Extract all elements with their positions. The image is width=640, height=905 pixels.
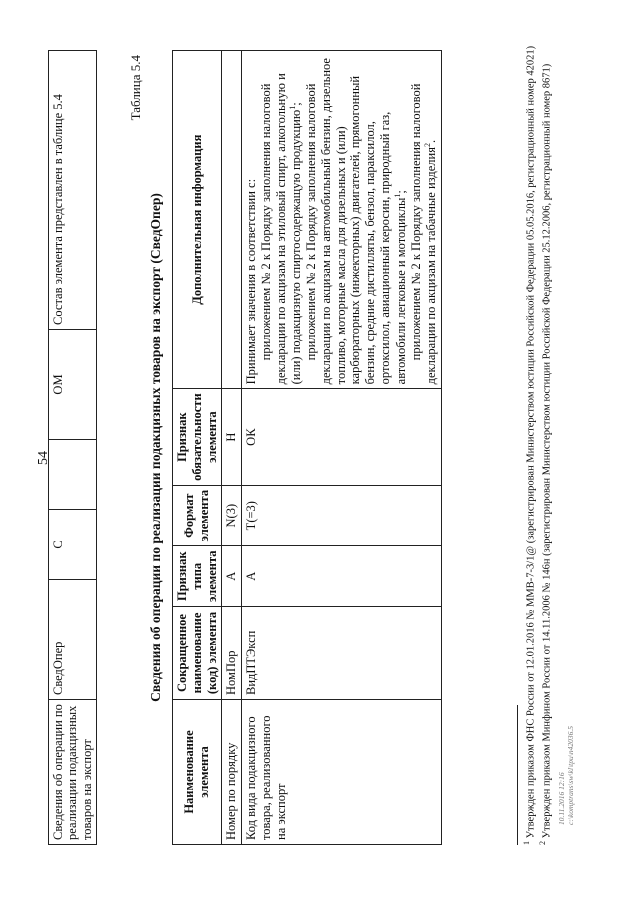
table-row	[222, 51, 242, 845]
table-title: Сведения об операции по реализации подакцизных товаров на экспорт (СведОпер)	[148, 193, 163, 702]
row-code: ВидПТЭксп	[242, 607, 442, 700]
footnote-item	[538, 45, 554, 845]
footnote-ref: 1	[392, 193, 402, 198]
row-type: А	[242, 546, 442, 607]
element-type-cell: С	[49, 510, 97, 580]
table-row	[242, 51, 442, 845]
header-code: Сокращенное наименование (код) элемента	[173, 607, 222, 700]
info-paragraph: приложением № 2 к Порядку заполнения налоговой декларации по акцизам на автомобильный бензин, дизельное топливо, моторные масла для дизельных и (или) карбюраторных (инжекторных) двигателей, прямогонный бензин, средние дистилляты, бензол, параксилол, ортоксилол, авиационный керосин, природный газ, автомобили легковые и мотоциклы$^1$;	[304, 58, 408, 385]
stamp-line: с:\komptrans\sw\kl\tpu\n42036.5	[566, 726, 575, 825]
element-obligation-cell: ОМ	[49, 330, 97, 440]
row-format: T(=3)	[242, 485, 442, 546]
row-obligation: ОК	[242, 389, 442, 486]
info-text: приложением № 2 к Порядку заполнения налоговой декларации по акцизам на автомобильный бензин, дизельное топливо, моторные масла для дизельных и (или) карбюраторных (инжекторных) двигателей, прямогонный бензин, средние дистилляты, бензол, параксилол, ортоксилол, авиационный керосин, природный газ, автомобили легковые и мотоциклы	[304, 58, 408, 385]
element-name-cell: Сведения об операции по реализации подакцизных товаров на экспорт	[49, 700, 97, 845]
info-paragraph: приложением № 2 к Порядку заполнения налоговой декларации по акцизам на этиловый спирт, алкогольную и (или) подакцизную спиртосодержащую продукцию$^1$;	[258, 73, 304, 385]
table-header-row	[173, 51, 222, 845]
footnotes	[522, 45, 553, 845]
file-stamp	[557, 726, 575, 825]
element-code-cell: СведОпер	[49, 580, 97, 700]
stamp-line: 10.11.2016 12:16	[557, 772, 566, 825]
header-format: Формат элемента	[173, 485, 222, 546]
info-text: приложением № 2 к Порядку заполнения налоговой декларации по акцизам на этиловый спирт, алкогольную и (или) подакцизную спиртосодержащую продукцию	[258, 73, 304, 385]
header-name: Наименование элемента	[173, 700, 222, 845]
table-row	[49, 51, 97, 845]
continuation-table	[48, 50, 97, 845]
footnote-number: 1	[522, 841, 531, 845]
footnote-ref: 1	[288, 105, 298, 110]
footnote-item	[522, 45, 538, 845]
header-type: Признак типа элемента	[173, 546, 222, 607]
footnote-number: 2	[537, 841, 547, 845]
element-info-cell: Состав элемента представлен в таблице 5.4	[49, 51, 97, 330]
row-code: НомПор	[222, 607, 242, 700]
info-lead: Принимает значения в соответствии с:	[244, 178, 258, 385]
row-obligation: Н	[222, 389, 242, 486]
footnote-divider	[517, 705, 518, 845]
row-name: Номер по порядку	[222, 700, 242, 845]
header-info: Дополнительная информация	[173, 51, 222, 389]
elements-table	[172, 50, 442, 845]
header-obligation: Признак обязательности элемента	[173, 389, 222, 486]
row-format: N(3)	[222, 485, 242, 546]
row-info	[242, 51, 442, 389]
row-type: А	[222, 546, 242, 607]
table-label: Таблица 5.4	[128, 55, 143, 121]
row-info	[222, 51, 242, 389]
footnote-text: Утвержден приказом Минфином России от 14.11.2006 № 146н (зарегистрирован Министерством юстиции Российской Федерации 25.12.2006, регистрационный номер 8671)	[541, 63, 553, 839]
footnote-text: Утвержден приказом ФНС России от 12.01.2016 № ММВ-7-3/1@ (зарегистрирован Министерством юстиции Российской Федерации 05.05.2016, регистрационный номер 42021)	[525, 45, 537, 839]
row-name: Код вида подакцизного товара, реализованного на экспорт	[242, 700, 442, 845]
page-number: 54	[36, 451, 51, 465]
info-paragraph: приложением № 2 к Порядку заполнения налоговой декларации по акцизам на табачные изделия$^2$.	[408, 83, 439, 385]
info-text: приложением № 2 к Порядку заполнения налоговой декларации по акцизам на табачные изделия	[408, 83, 439, 385]
footnote-ref: 2	[423, 143, 433, 148]
element-format-cell	[49, 440, 97, 510]
